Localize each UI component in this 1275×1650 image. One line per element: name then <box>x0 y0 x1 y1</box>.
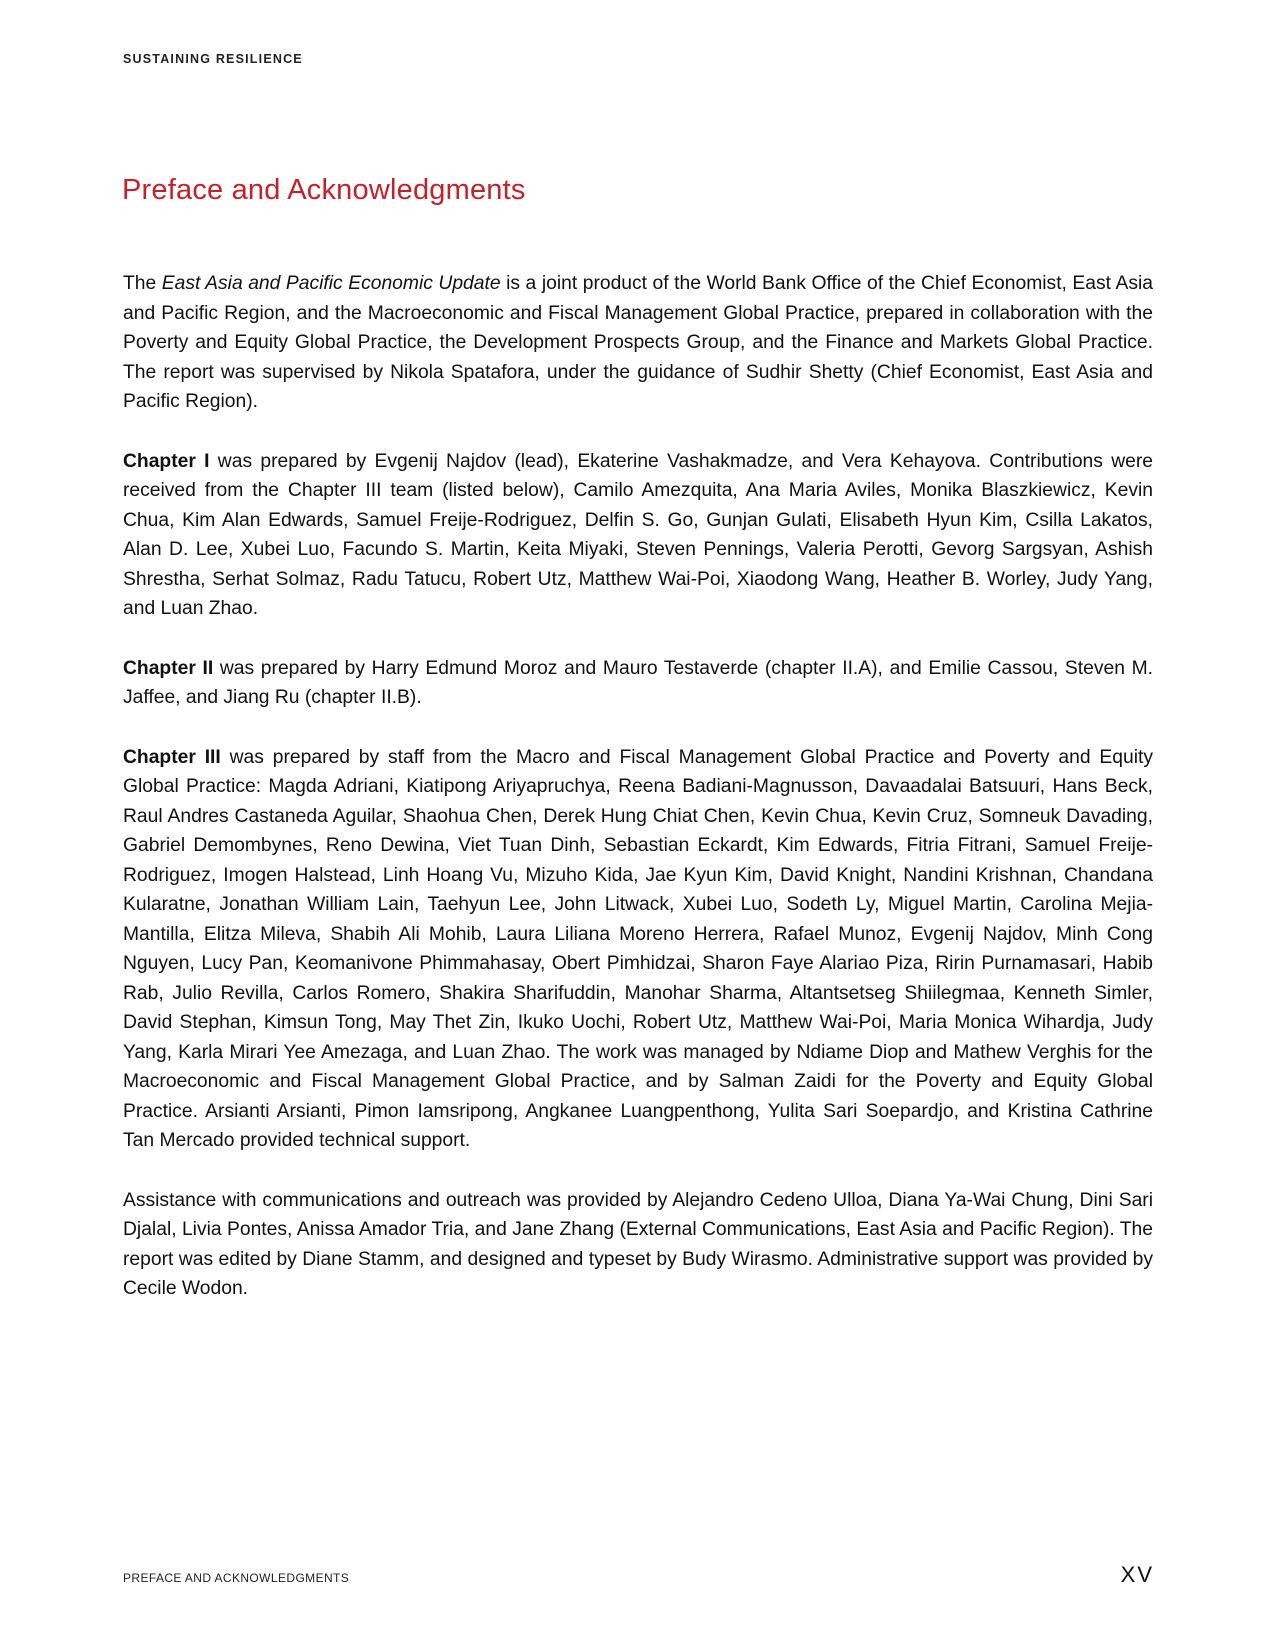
chapter-2-label: Chapter II <box>123 657 214 679</box>
running-footer: PREFACE AND ACKNOWLEDGMENTS <box>123 1571 350 1585</box>
running-header: SUSTAINING RESILIENCE <box>123 52 303 66</box>
paragraph-chapter-1 <box>123 447 1153 624</box>
chapter-2-text: was prepared by Harry Edmund Moroz and Mauro Testaverde (chapter II.A), and Emilie Cassou, Steven M. Jaffee, and Jiang Ru (chapter II.B). <box>123 657 1154 708</box>
body-text <box>123 269 1153 1334</box>
paragraph-communications: Assistance with communications and outreach was provided by Alejandro Cedeno Ulloa, Diana Ya-Wai Chung, Dini Sari Djalal, Livia Pontes, Anissa Amador Tria, and Jane Zhang (External Communications, East Asia and Pacific Region). The report was edited by Diane Stamm, and designed and typeset by Budy Wirasmo. Administrative support was provided by Cecile Wodon. <box>123 1189 1153 1299</box>
chapter-1-label: Chapter I <box>123 450 210 472</box>
paragraph-intro <box>123 269 1153 417</box>
chapter-3-label: Chapter III <box>123 746 221 768</box>
page-title: Preface and Acknowledgments <box>122 174 526 206</box>
page-number: XV <box>1120 1562 1154 1587</box>
intro-rest: is a joint product of the World Bank Office of the Chief Economist, East Asia and Pacific Region, and the Macroeconomic and Fiscal Management Global Practice, prepared in collaboration with the Poverty and Equity Global Practice, the Development Prospects Group, and the Finance and Markets Global Practice. The report was supervised by Nikola Spatafora, under the guidance of Sudhir Shetty (Chief Economist, East Asia and Pacific Region). <box>123 273 1153 412</box>
chapter-3-text: was prepared by staff from the Macro and Fiscal Management Global Practice and Poverty and Equity Global Practice: Magda Adriani, Kiatipong Ariyapruchya, Reena Badiani-Magnusson, Davaadalai Batsuuri, Hans Beck, Raul Andres Castaneda Aguilar, Shaohua Chen, Derek Hung Chiat Chen, Kevin Chua, Kevin Cruz, Somneuk Davading, Gabriel Demombynes, Reno Dewina, Viet Tuan Dinh, Sebastian Eckardt, Kim Edwards, Fitria Fitrani, Samuel Freije-Rodriguez, Imogen Halstead, Linh Hoang Vu, Mizuho Kida, Jae Kyun Kim, David Knight, Nandini Krishnan, Chandana Kularatne, Jonathan William Lain, Taehyun Lee, John Litwack, Xubei Luo, Sodeth Ly, Miguel Martin, Carolina Mejia-Mantilla, Elitza Mileva, Shabih Ali Mohib, Laura Liliana Moreno Herrera, Rafael Munoz, Evgenij Najdov, Minh Cong Nguyen, Lucy Pan, Keomanivone Phimmahasay, Obert Pimhidzai, Sharon Faye Alariao Piza, Ririn Purnamasari, Habib Rab, Julio Revilla, Carlos Romero, Shakira Sharifuddin, Manohar Sharma, Altantsetseg Shiilegmaa, Kenneth Simler, David Stephan, Kimsun Tong, May Thet Zin, Ikuko Uochi, Robert Utz, Matthew Wai-Poi, Maria Monica Wihardja, Judy Yang, Karla Mirari Yee Amezaga, and Luan Zhao. The work was managed by Ndiame Diop and Mathew Verghis for the Macroeconomic and Fiscal Management Global Practice, and by Salman Zaidi for the Poverty and Equity Global Practice. Arsianti Arsianti, Pimon Iamsripong, Angkanee Luangpenthong, Yulita Sari Soepardjo, and Kristina Cathrine Tan Mercado provided technical support. <box>123 746 1154 1151</box>
intro-lead: The <box>123 273 162 294</box>
chapter-1-text: was prepared by Evgenij Najdov (lead), Ekaterine Vashakmadze, and Vera Kehayova. Contributions were received from the Chapter III team (listed below), Camilo Amezquita, Ana Maria Aviles, Monika Blaszkiewicz, Kevin Chua, Kim Alan Edwards, Samuel Freije-Rodriguez, Delfin S. Go, Gunjan Gulati, Elisabeth Hyun Kim, Csilla Lakatos, Alan D. Lee, Xubei Luo, Facundo S. Martin, Keita Miyaki, Steven Pennings, Valeria Perotti, Gevorg Sargsyan, Ashish Shrestha, Serhat Solmaz, Radu Tatucu, Robert Utz, Matthew Wai-Poi, Xiaodong Wang, Heather B. Worley, Judy Yang, and Luan Zhao. <box>123 450 1153 619</box>
paragraph-chapter-3 <box>123 743 1153 1156</box>
publication-title: East Asia and Pacific Economic Update <box>161 273 501 294</box>
paragraph-chapter-2 <box>123 654 1153 713</box>
